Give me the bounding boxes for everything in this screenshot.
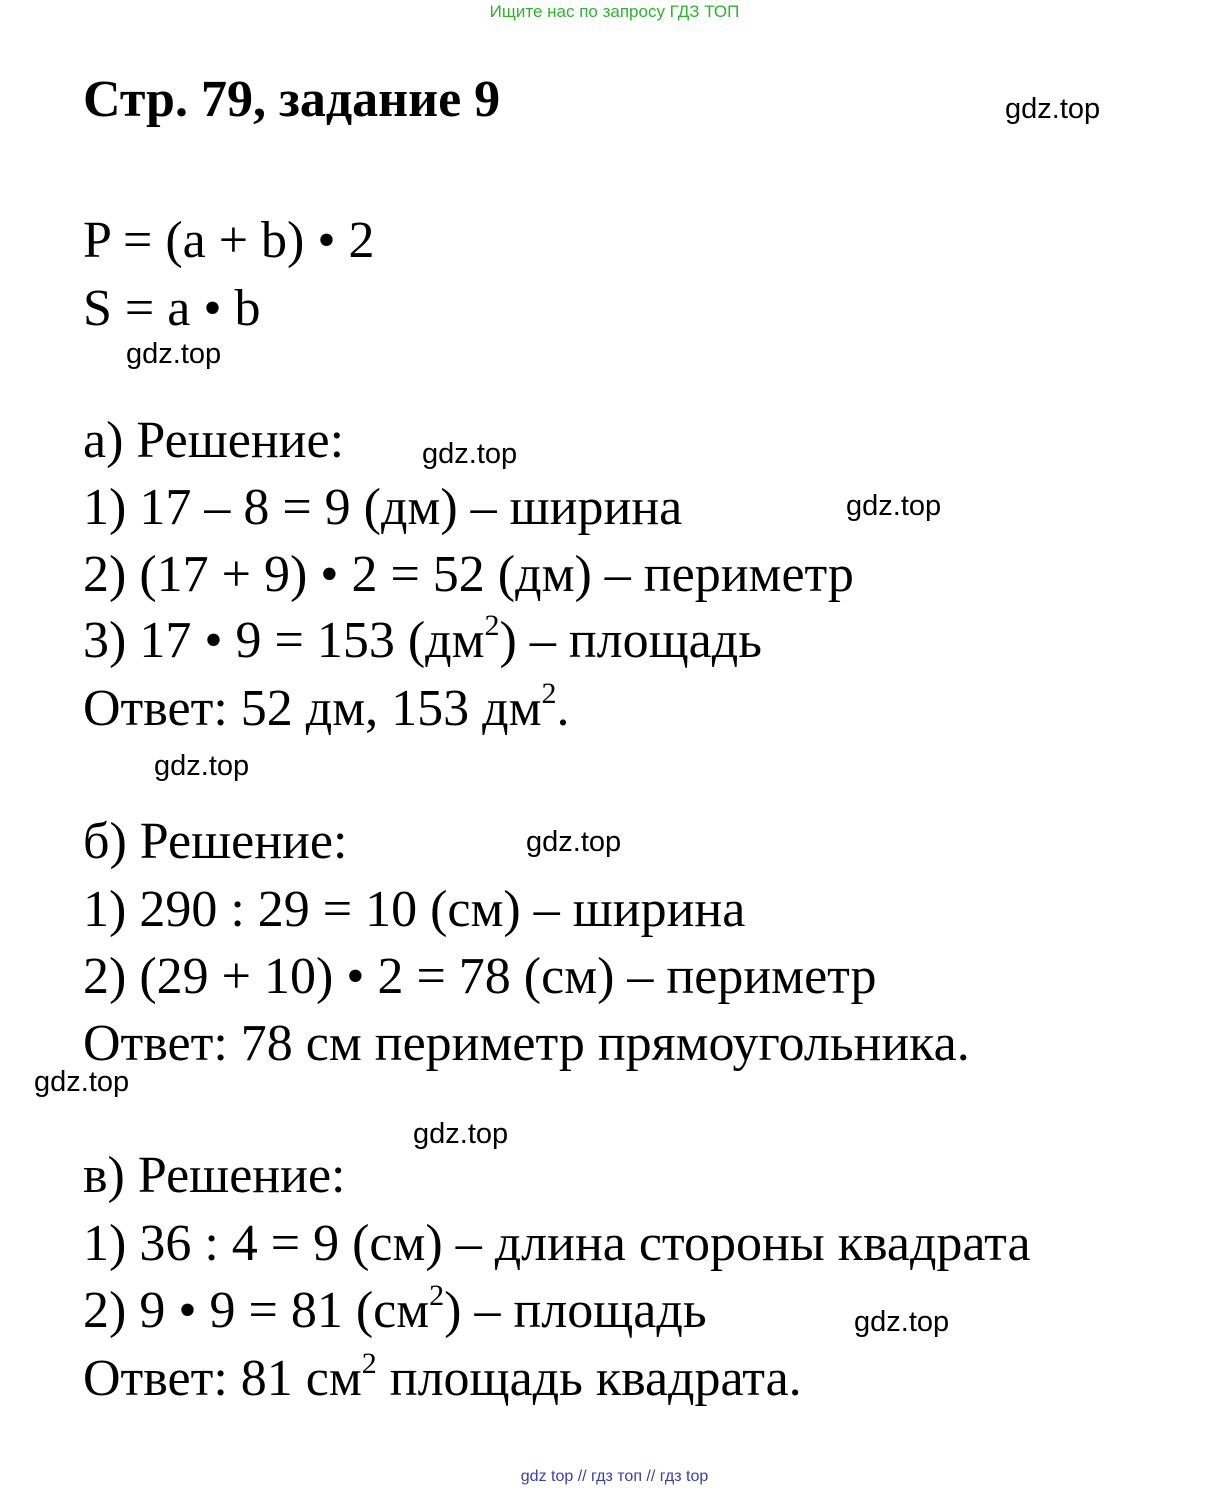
superscript: 2 [429, 1279, 445, 1312]
part-c-answer [83, 1347, 802, 1407]
part-a-answer-suffix: . [556, 680, 570, 737]
footer-links[interactable]: gdz top // гдз топ // гдз top [520, 1468, 709, 1485]
watermark: gdz.top [422, 438, 518, 470]
part-b-heading: б) Решение: [83, 813, 348, 870]
watermark: gdz.top [1005, 93, 1101, 125]
watermark: gdz.top [34, 1066, 130, 1098]
formula-perimeter: P = (a + b) • 2 [83, 212, 375, 269]
part-b-step-2: 2) (29 + 10) • 2 = 78 (см) – периметр [83, 948, 877, 1005]
part-a-answer [83, 677, 570, 737]
part-a-step-3-text: 3) 17 • 9 = 153 (дм [83, 612, 485, 669]
top-banner[interactable]: Ищите нас по запросу ГДЗ ТОП [489, 2, 740, 21]
superscript: 2 [484, 609, 500, 642]
page-title: Стр. 79, задание 9 [83, 71, 501, 128]
formula-area: S = a • b [83, 280, 261, 337]
part-c-answer-text: Ответ: 81 см [83, 1350, 362, 1407]
part-a-heading: а) Решение: [83, 412, 345, 469]
part-b-step-1: 1) 290 : 29 = 10 (см) – ширина [83, 881, 746, 938]
watermark: gdz.top [413, 1118, 509, 1150]
watermark: gdz.top [854, 1306, 950, 1338]
watermark: gdz.top [126, 338, 222, 370]
part-c-step-1: 1) 36 : 4 = 9 (см) – длина стороны квадрата [83, 1215, 1031, 1272]
superscript: 2 [361, 1347, 377, 1380]
part-a-answer-text: Ответ: 52 дм, 153 дм [83, 680, 542, 737]
part-c-step-2-suffix: ) – площадь [444, 1282, 707, 1339]
part-c-step-2 [83, 1279, 707, 1339]
part-a-step-1: 1) 17 – 8 = 9 (дм) – ширина [83, 479, 683, 536]
part-c-step-2-text: 2) 9 • 9 = 81 (см [83, 1282, 430, 1339]
part-a-step-3 [83, 609, 762, 669]
watermark: gdz.top [846, 490, 942, 522]
part-a-step-2: 2) (17 + 9) • 2 = 52 (дм) – периметр [83, 546, 854, 603]
part-a-step-3-suffix: ) – площадь [499, 612, 762, 669]
watermark: gdz.top [154, 750, 250, 782]
part-c-answer-suffix: площадь квадрата. [376, 1350, 802, 1407]
part-c-heading: в) Решение: [83, 1147, 346, 1204]
superscript: 2 [541, 677, 557, 710]
watermark: gdz.top [526, 826, 622, 858]
part-b-answer: Ответ: 78 см периметр прямоугольника. [83, 1015, 970, 1072]
